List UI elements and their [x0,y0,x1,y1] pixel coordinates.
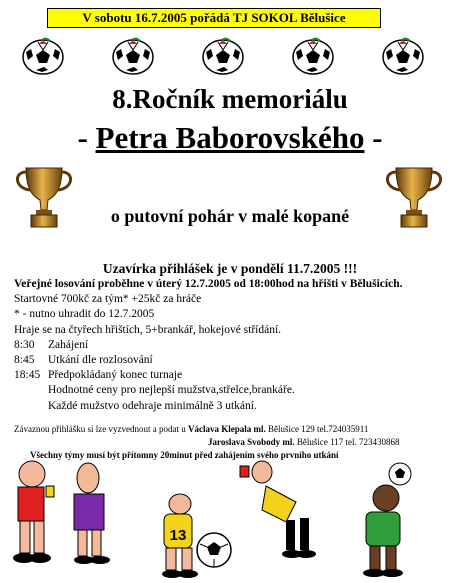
soccer-ball-icon [20,36,66,76]
player-cartoon-purple [74,463,110,564]
game-format: Hraje se na čtyřech hřištích, 5+brankář, hokejové střídání. [14,323,282,336]
referee-whistle-cartoon [240,461,316,558]
schedule-time: 8:45 [14,354,35,367]
contact-details-1: Bělušice 129 tel.724035911 [265,424,369,434]
tournament-title: 8.Ročník memoriálu [112,84,348,114]
player-number: 13 [169,527,187,544]
registration-deadline: Uzavírka přihlášek je v pondělí 11.7.2005 !!! [102,261,358,276]
referee-cartoon [13,461,54,563]
contact-prefix: Závaznou přihlášku si lze vyzvednout a podat u [14,424,188,434]
player-cartoon-13 [162,494,198,578]
soccer-ball-icon [197,533,231,567]
kicking-player-cartoon [363,463,411,577]
tournament-info [14,277,454,414]
contact-person-2: Jaroslava Svobody ml. [208,437,295,447]
soccer-ball-icon [200,36,246,76]
contact-person-1: Václava Klepala ml. [187,424,266,434]
soccer-ball-icon [380,36,426,76]
football-cartoon-illustration [0,460,460,583]
minimum-games-info: Každé mužstvo odehraje minimálně 3 utkání. [48,399,257,412]
dash-right: - [364,120,383,155]
schedule-event: Předpokládaný konec turnaje [48,369,183,382]
soccer-ball-icon [290,36,336,76]
schedule-time: 8:30 [14,338,35,351]
schedule-row [14,338,454,353]
schedule-event: Utkání dle rozlosování [48,354,153,367]
schedule-event: Zahájení [48,338,89,351]
event-header: V sobotu 16.7.2005 pořádá TJ SOKOL Bělušice [47,8,381,28]
prizes-info: Hodnotné ceny pro nejlepší mužstva,střelce,brankáře. [48,384,295,397]
schedule-time: 18:45 [14,369,41,382]
schedule-row [14,368,454,383]
contact-line-1 [14,423,454,436]
memorial-name [0,120,460,156]
contact-details-2: Bělušice 117 tel. 723430868 [294,437,400,447]
dash-left: - [77,120,96,155]
draw-info: Veřejné losování proběhne v úterý 12.7.2005 od 18:00hod na hřišti v Bělušicích. [14,278,403,290]
entry-fee: Startovné 700kč za tým* +25kč za hráče [14,293,202,306]
soccer-ball-icon [110,36,156,76]
contact-info [14,423,454,462]
fee-note: * - nutno uhradit do 12.7.2005 [14,308,155,321]
arrival-notice: Všechny týmy musí být přítomny 20minut před zahájením svého prvního utkání [30,450,339,460]
schedule-row [14,353,454,368]
memorial-person: Petra Baborovského [95,120,365,155]
cup-subtitle: o putovní pohár v malé kopané [110,206,350,226]
soccer-ball-row [0,36,460,76]
contact-line-2 [14,436,454,449]
